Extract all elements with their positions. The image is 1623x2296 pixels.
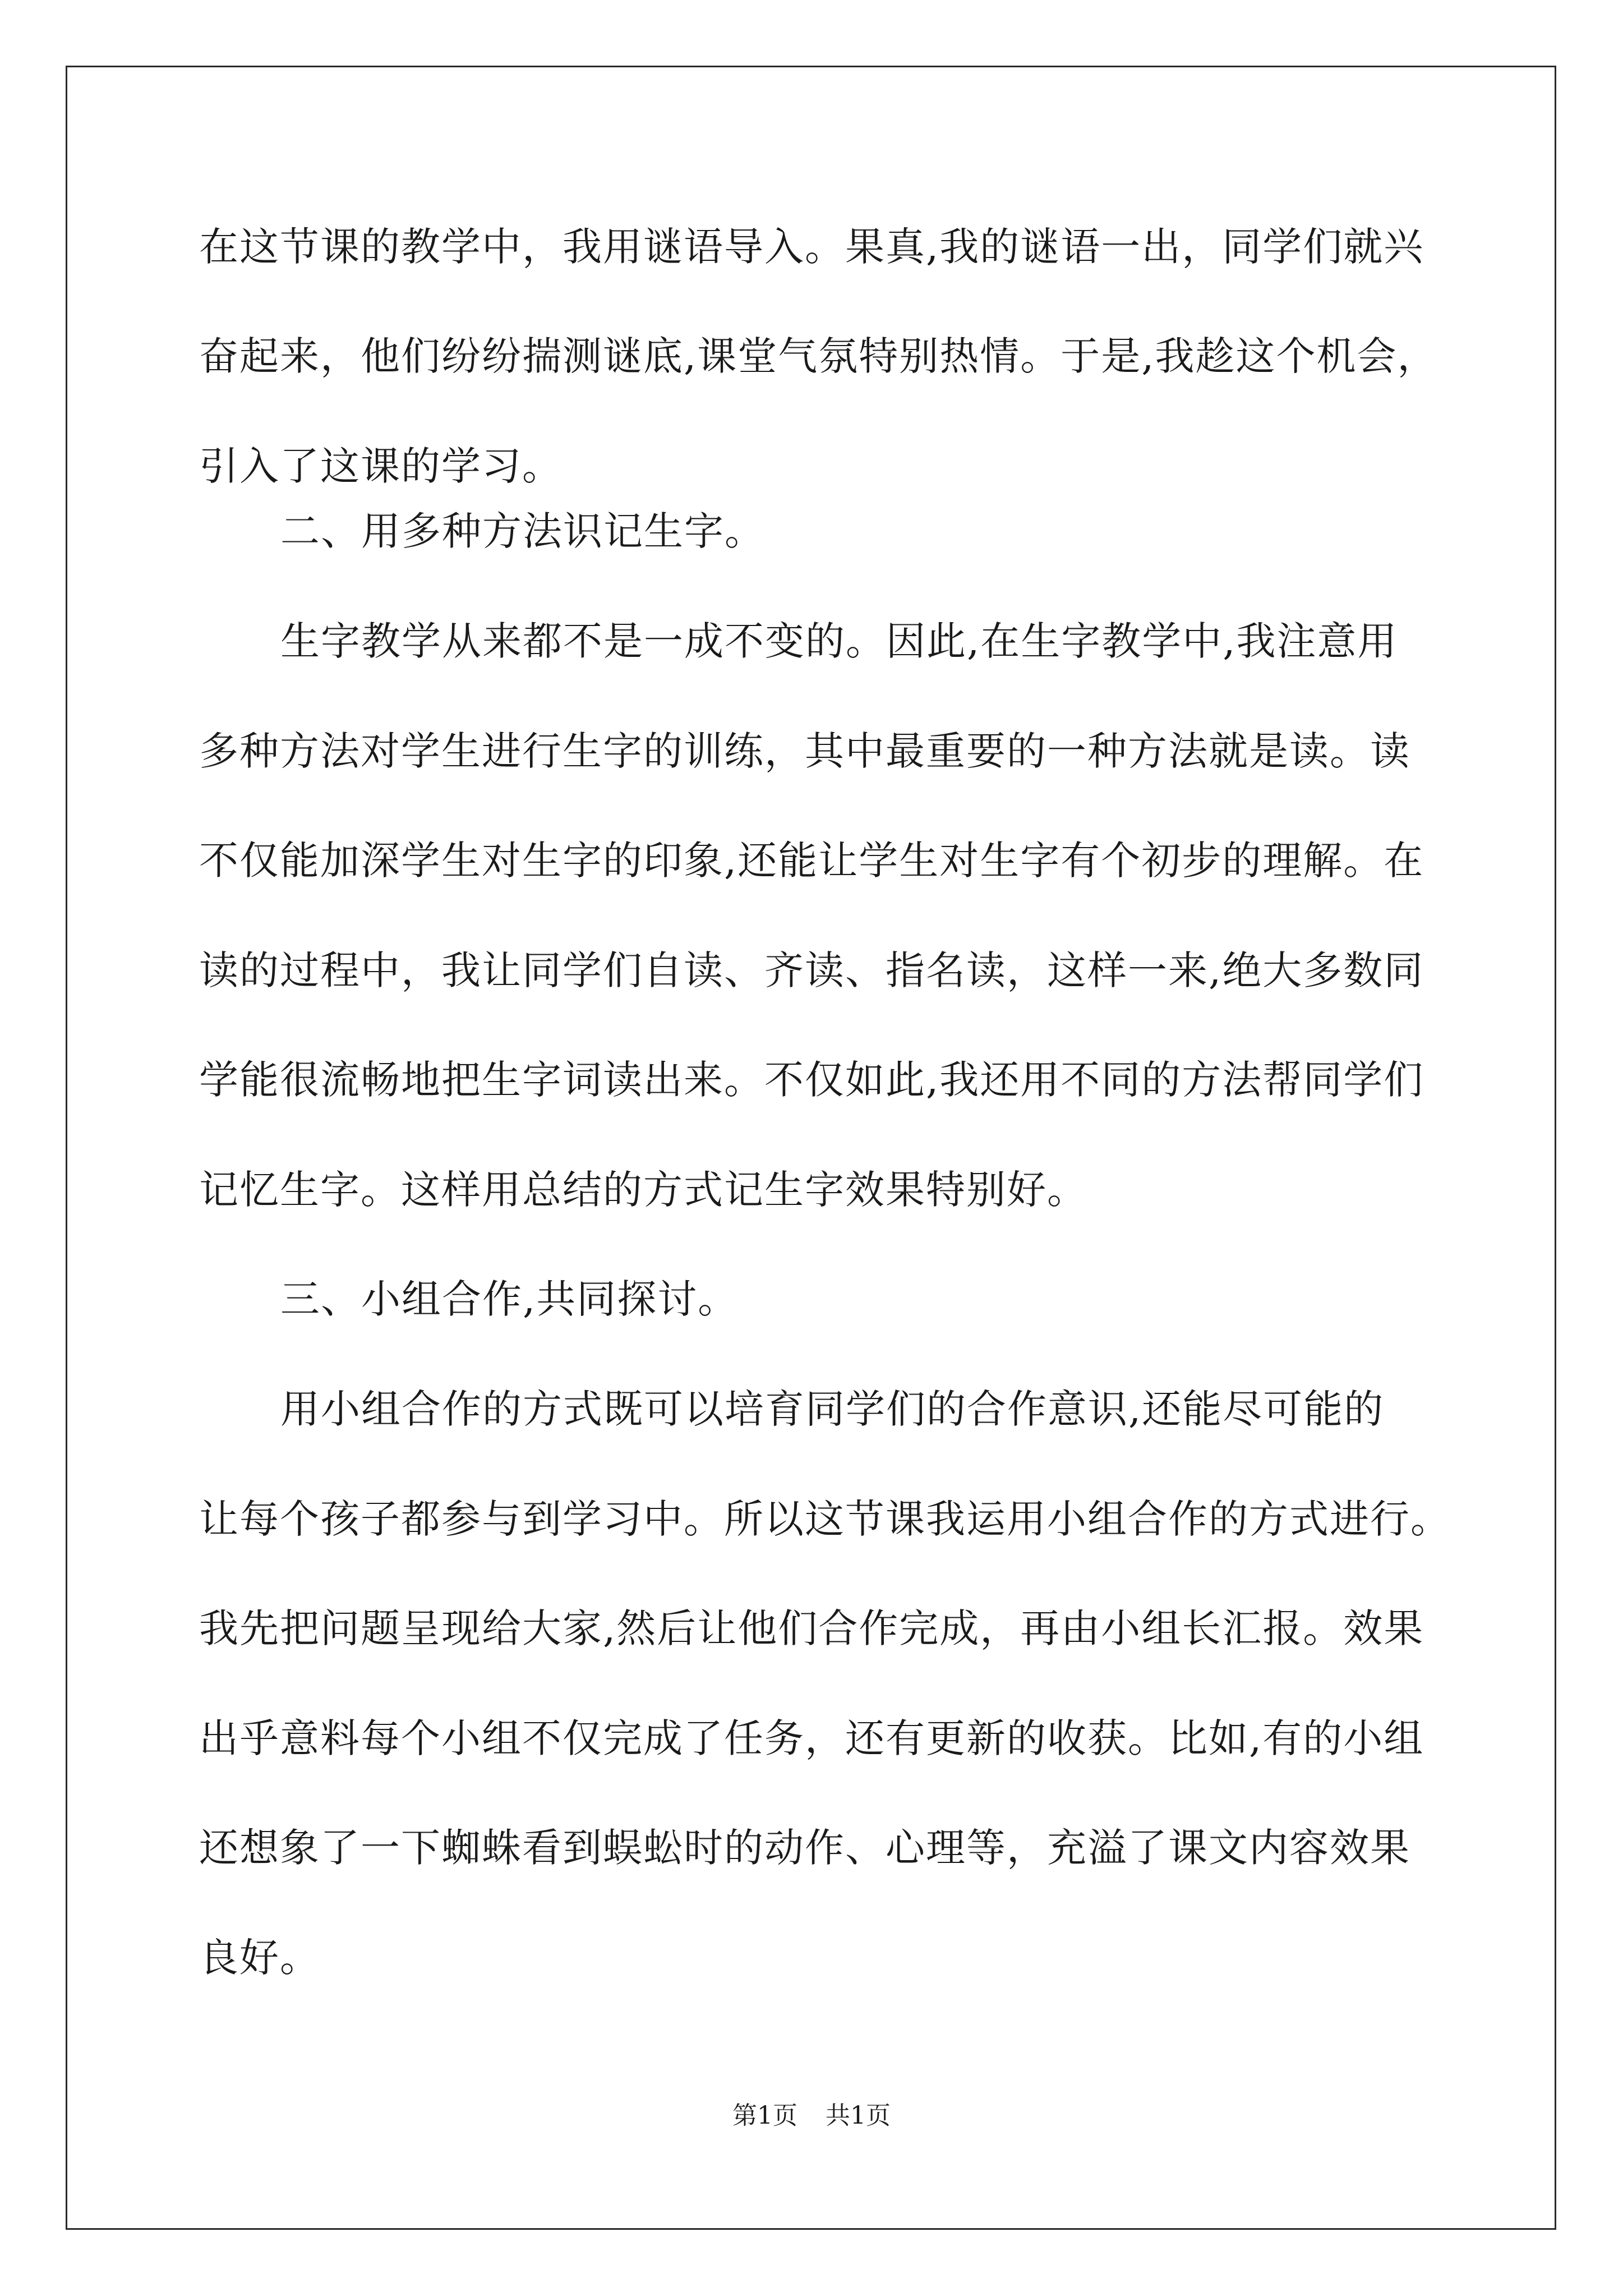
text-line: 用小组合作的方式既可以培育同学们的合作意识,还能尽可能的 xyxy=(280,1386,1385,1432)
text-line: 让每个孩子都参与到学习中。所以这节课我运用小组合作的方式进行。 xyxy=(199,1496,1451,1542)
page-number: 第1页 xyxy=(732,2101,797,2130)
text-line: 不仅能加深学生对生字的印象,还能让学生对生字有个初步的理解。在 xyxy=(199,838,1424,884)
text-line: 多种方法对学生进行生字的训练，其中最重要的一种方法就是读。读 xyxy=(199,728,1410,774)
page-total: 共1页 xyxy=(826,2101,891,2130)
page-footer xyxy=(0,2099,1623,2133)
text-line: 生字教学从来都不是一成不变的。因此,在生字教学中,我注意用 xyxy=(280,618,1398,664)
text-line: 学能很流畅地把生字词读出来。不仅如此,我还用不同的方法帮同学们 xyxy=(199,1057,1424,1103)
text-line: 引入了这课的学习。 xyxy=(199,443,562,489)
text-line: 记忆生字。这样用总结的方式记生字效果特别好。 xyxy=(199,1167,1087,1213)
text-line: 良好。 xyxy=(199,1935,320,1981)
text-line: 奋起来，他们纷纷揣测谜底,课堂气氛特别热情。于是,我趁这个机会， xyxy=(199,333,1438,379)
section-heading: 二、用多种方法识记生字。 xyxy=(280,508,765,554)
page-border xyxy=(66,66,1556,2230)
text-line: 在这节课的教学中，我用谜语导入。果真,我的谜语一出，同学们就兴 xyxy=(199,224,1424,270)
section-heading: 三、小组合作,共同探讨。 xyxy=(280,1276,739,1322)
text-line: 还想象了一下蜘蛛看到蜈蚣时的动作、心理等，充溢了课文内容效果 xyxy=(199,1825,1410,1871)
text-line: 我先把问题呈现给大家,然后让他们合作完成，再由小组长汇报。效果 xyxy=(199,1605,1424,1651)
text-line: 出乎意料每个小组不仅完成了任务，还有更新的收获。比如,有的小组 xyxy=(199,1715,1424,1761)
text-line: 读的过程中，我让同学们自读、齐读、指名读，这样一来,绝大多数同 xyxy=(199,947,1424,993)
